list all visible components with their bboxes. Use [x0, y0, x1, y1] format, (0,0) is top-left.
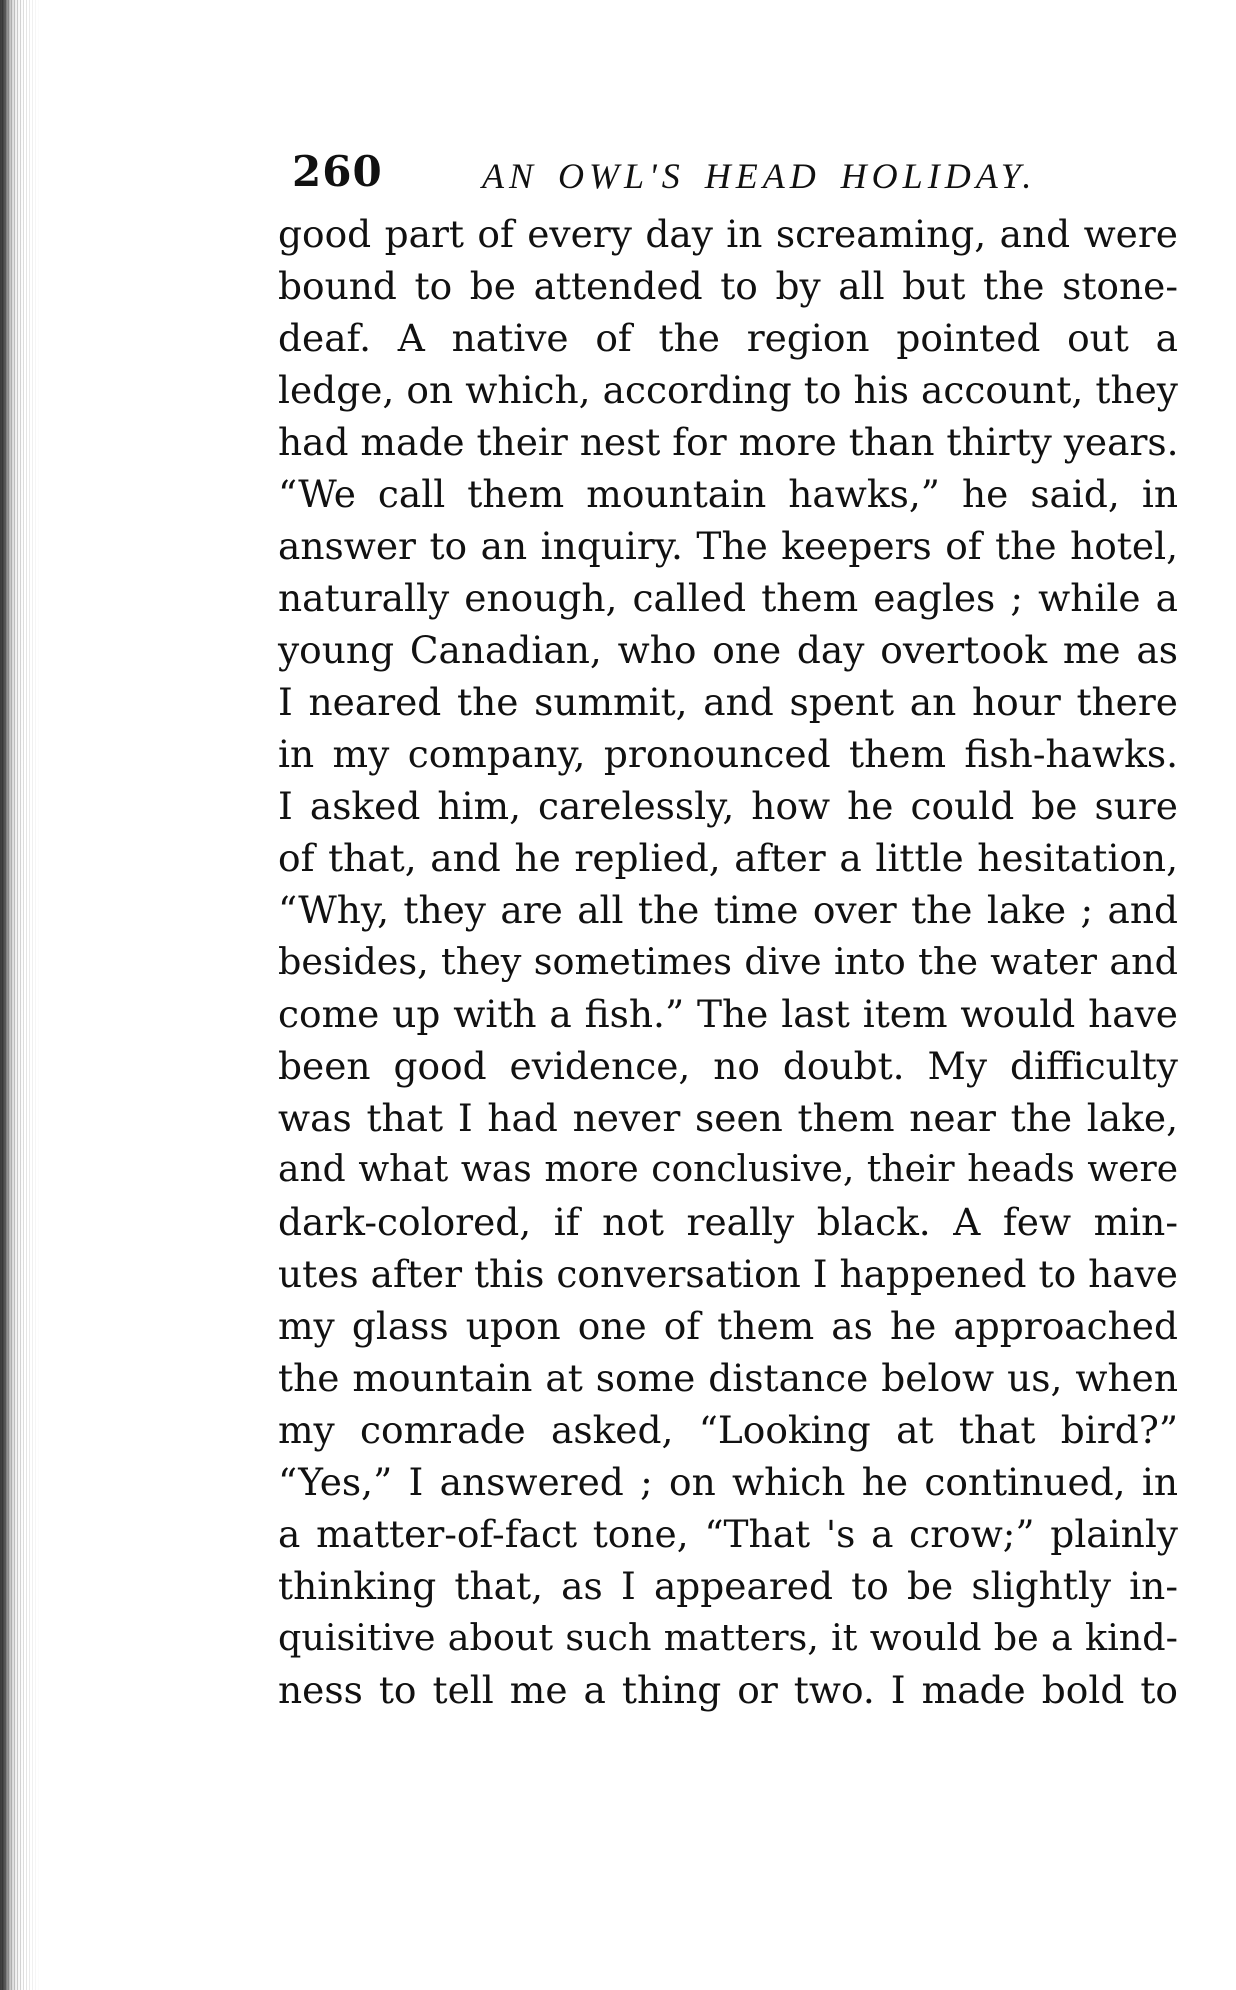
text-line: my glass upon one of them as he approached	[278, 1304, 1178, 1348]
text-line: was that I had never seen them near the lake,	[278, 1096, 1178, 1140]
text-line: bound to be attended to by all but the stone-	[278, 264, 1178, 308]
book-binding-texture	[0, 0, 48, 1990]
text-line: of that, and he replied, after a little hesitation,	[278, 836, 1178, 880]
text-line: my comrade asked, “Looking at that bird?”	[278, 1408, 1178, 1452]
text-line: in my company, pronounced them fish-hawks.	[278, 732, 1178, 776]
text-line: “Yes,” I answered ; on which he continued, in	[278, 1460, 1178, 1504]
text-line: deaf. A native of the region pointed out a	[278, 316, 1178, 360]
text-line: come up with a fish.” The last item would have	[278, 992, 1178, 1036]
page-header	[278, 148, 1178, 208]
text-line: the mountain at some distance below us, when	[278, 1356, 1178, 1400]
text-line: quisitive about such matters, it would be a kind-	[278, 1616, 1178, 1659]
text-line: answer to an inquiry. The keepers of the hotel,	[278, 524, 1178, 568]
text-line: “We call them mountain hawks,” he said, in	[278, 472, 1178, 516]
text-line: a matter-of-fact tone, “That 's a crow;” plainly	[278, 1512, 1178, 1556]
text-line: ness to tell me a thing or two. I made bold to	[278, 1668, 1178, 1712]
page-number: 260	[292, 147, 383, 196]
book-page	[278, 147, 1179, 1712]
text-line: besides, they sometimes dive into the water and	[278, 940, 1178, 983]
text-line: I neared the summit, and spent an hour there	[278, 680, 1178, 724]
text-line: been good evidence, no doubt. My difficulty	[278, 1044, 1178, 1088]
text-line: naturally enough, called them eagles ; while a	[278, 576, 1178, 620]
text-line: and what was more conclusive, their heads were	[278, 1149, 1178, 1190]
text-line: dark-colored, if not really black. A few min-	[278, 1200, 1178, 1244]
running-head: AN OWL'S HEAD HOLIDAY.	[482, 156, 1037, 196]
text-line: I asked him, carelessly, how he could be sure	[278, 784, 1178, 828]
text-line: young Canadian, who one day overtook me as	[278, 628, 1178, 672]
text-line: ledge, on which, according to his account, they	[278, 368, 1178, 412]
text-line: thinking that, as I appeared to be slightly in-	[278, 1564, 1178, 1608]
text-line: utes after this conversation I happened to have	[278, 1252, 1178, 1296]
text-line: had made their nest for more than thirty years.	[278, 420, 1179, 464]
text-line: good part of every day in screaming, and were	[278, 212, 1178, 256]
body-text	[278, 208, 1178, 1716]
text-line: “Why, they are all the time over the lake ; and	[278, 888, 1178, 932]
